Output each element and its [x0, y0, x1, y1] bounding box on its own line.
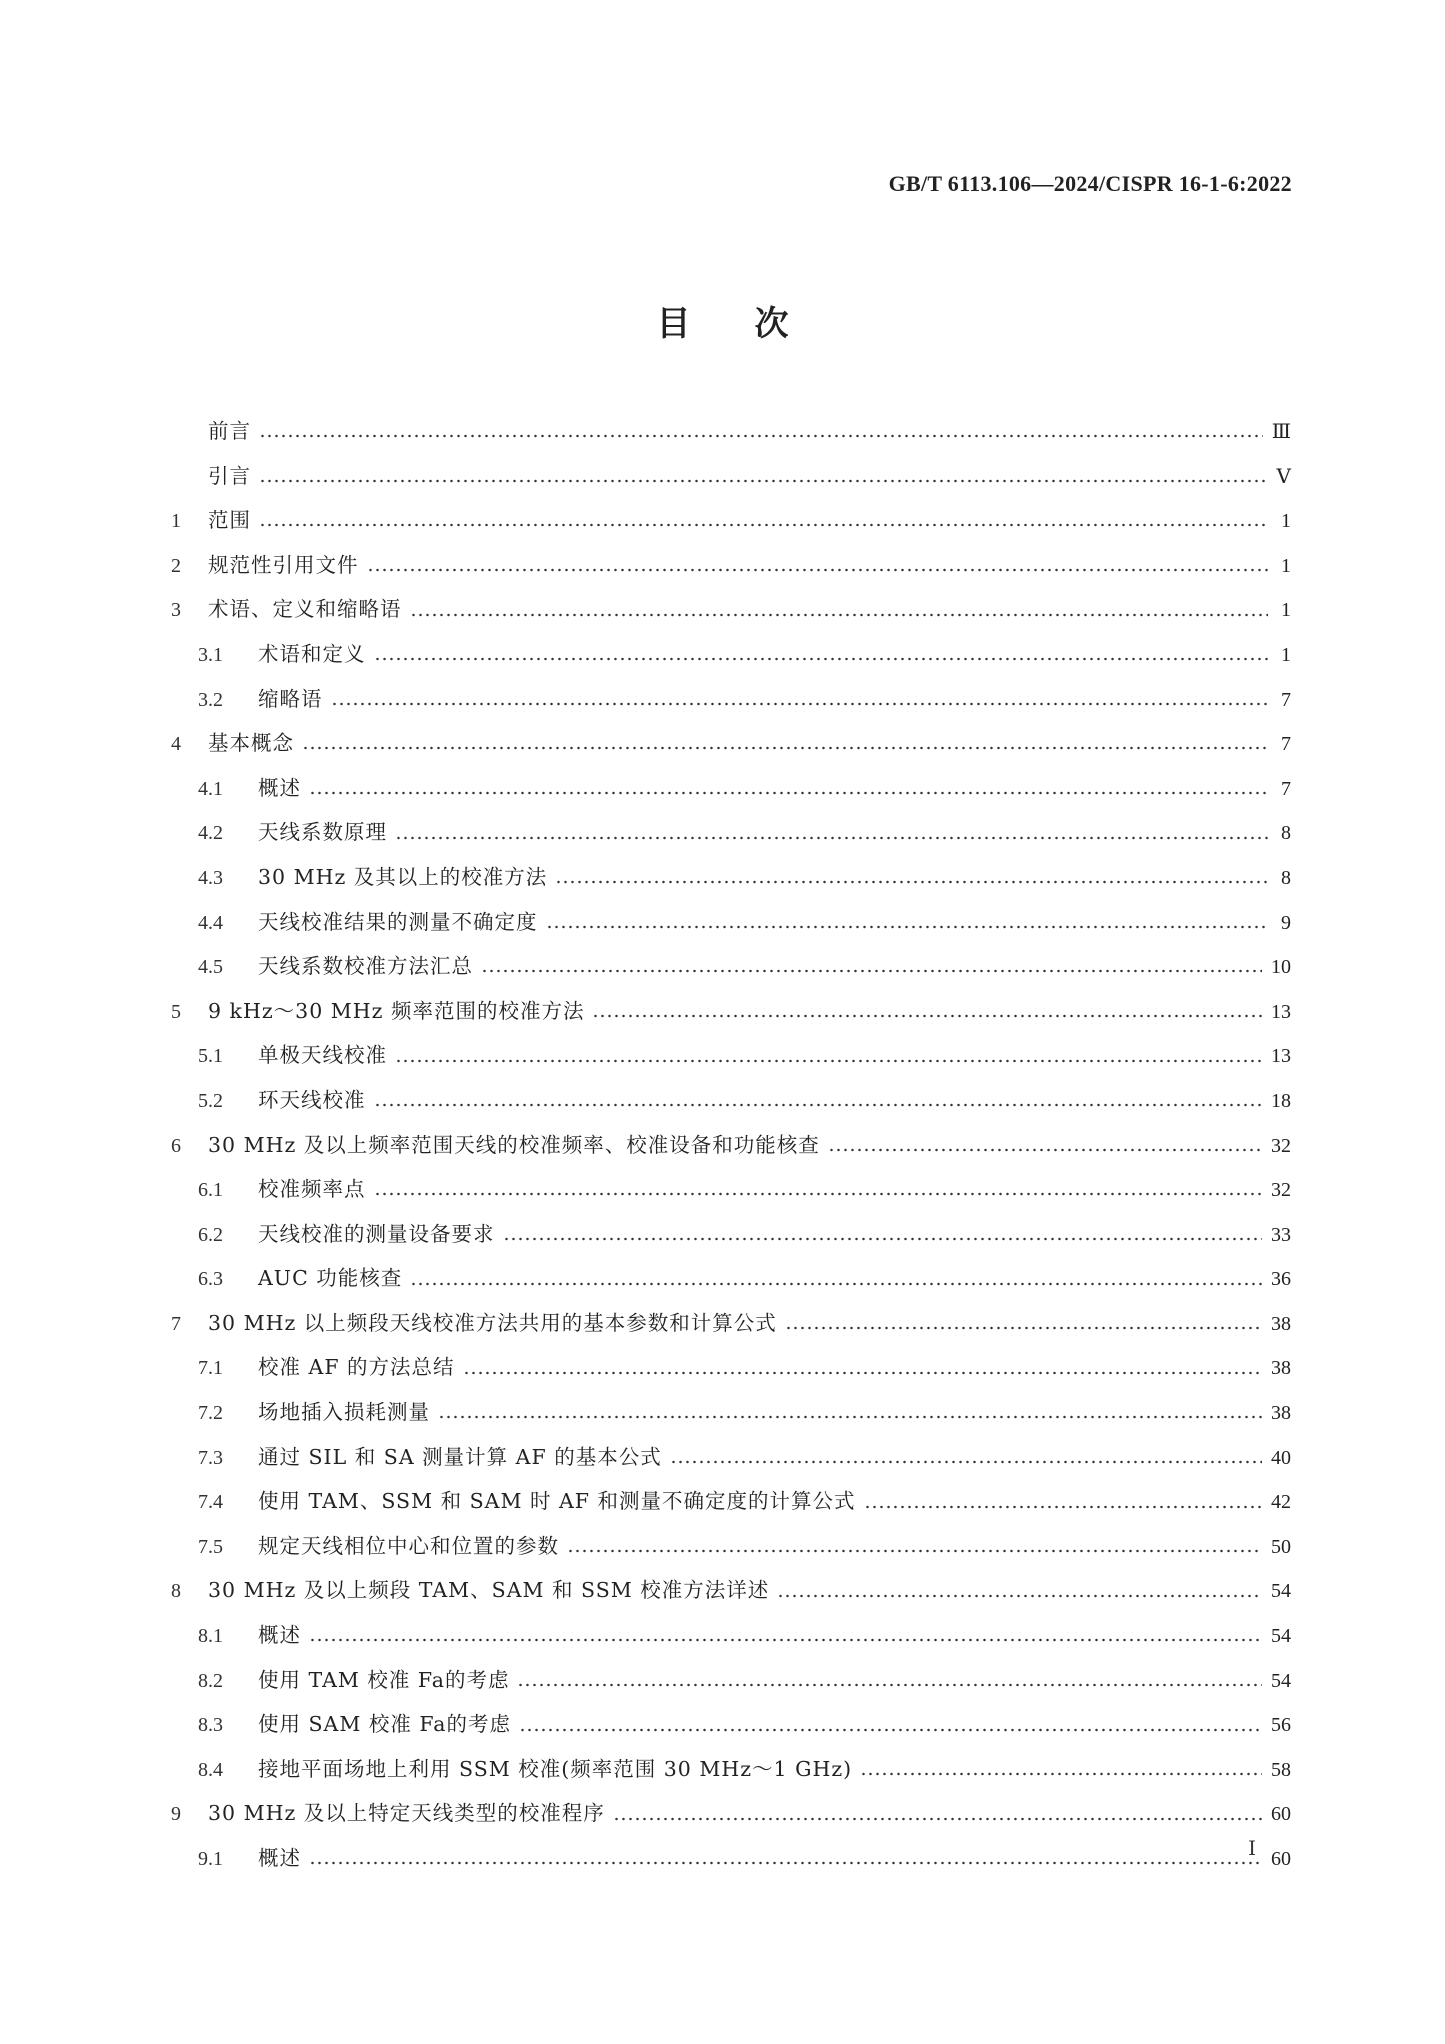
toc-entry[interactable]	[171, 454, 1291, 499]
toc-entry-page: 10	[1271, 956, 1291, 979]
toc-entry-page: Ⅲ	[1271, 421, 1291, 443]
toc-entry-page: 13	[1271, 1000, 1291, 1023]
toc-entry-number: 6	[171, 1134, 181, 1157]
toc-entry[interactable]	[171, 1212, 1291, 1257]
toc-entry-number: 6.3	[198, 1268, 223, 1291]
table-of-contents	[171, 409, 1291, 1881]
toc-entry-title: 术语、定义和缩略语	[208, 597, 402, 622]
dot-leader	[259, 479, 1268, 483]
toc-entry-number: 5	[171, 1000, 181, 1023]
toc-entry-title: 天线系数原理	[258, 820, 387, 845]
toc-entry[interactable]	[171, 810, 1291, 855]
toc-entry-number: 4.1	[198, 777, 223, 800]
toc-entry-page: 1	[1281, 554, 1291, 577]
toc-entry[interactable]	[171, 1568, 1291, 1613]
toc-entry[interactable]	[171, 1435, 1291, 1480]
toc-entry-number: 7.4	[198, 1491, 223, 1514]
toc-entry[interactable]	[171, 1301, 1291, 1346]
dot-leader	[777, 1594, 1262, 1598]
dot-leader	[395, 836, 1268, 840]
dot-leader	[374, 1192, 1263, 1196]
toc-entry-page: 32	[1271, 1179, 1291, 1202]
toc-entry-number: 9	[171, 1803, 181, 1826]
toc-entry[interactable]	[171, 1479, 1291, 1524]
dot-leader	[374, 657, 1269, 661]
toc-entry-page: 54	[1271, 1625, 1291, 1648]
dot-leader	[519, 1728, 1262, 1732]
toc-entry-number: 7.5	[198, 1535, 223, 1558]
toc-entry-title: 9 kHz～30 MHz 频率范围的校准方法	[208, 998, 585, 1023]
toc-entry[interactable]	[171, 1658, 1291, 1703]
toc-entry-title: 基本概念	[208, 731, 294, 756]
toc-entry[interactable]	[171, 855, 1291, 900]
toc-entry-title: 校准频率点	[258, 1177, 366, 1202]
toc-entry[interactable]	[171, 1702, 1291, 1747]
toc-entry-title: 单极天线校准	[258, 1043, 387, 1068]
dot-leader	[828, 1148, 1262, 1152]
toc-entry[interactable]	[171, 677, 1291, 722]
toc-entry[interactable]	[171, 900, 1291, 945]
toc-entry-title: 规定天线相位中心和位置的参数	[258, 1533, 559, 1558]
toc-entry-title: 天线校准结果的测量不确定度	[258, 909, 538, 934]
dot-leader	[259, 434, 1263, 438]
toc-entry-page: 18	[1271, 1089, 1291, 1112]
toc-entry-number: 1	[171, 510, 181, 533]
toc-entry-page: 32	[1271, 1134, 1291, 1157]
toc-entry-number: 9.1	[198, 1848, 223, 1870]
toc-entry[interactable]	[171, 989, 1291, 1034]
toc-entry-title: 30 MHz 及其以上的校准方法	[258, 864, 548, 889]
toc-entry-number: 2	[171, 554, 181, 577]
dot-leader	[860, 1772, 1262, 1776]
dot-leader	[395, 1059, 1262, 1063]
dot-leader	[259, 523, 1268, 527]
toc-entry-page: 13	[1271, 1045, 1291, 1068]
toc-entry-title: 30 MHz 及以上频率范围天线的校准频率、校准设备和功能核查	[208, 1132, 820, 1157]
toc-entry-number: 4.4	[198, 911, 223, 934]
toc-entry-number: 6.1	[198, 1179, 223, 1202]
toc-entry-page: 7	[1281, 733, 1291, 756]
toc-entry-number: 7	[171, 1312, 181, 1335]
toc-entry-page: 42	[1271, 1491, 1291, 1514]
dot-leader	[555, 880, 1268, 884]
dot-leader	[592, 1014, 1262, 1018]
dot-leader	[309, 791, 1268, 795]
toc-entry-number: 4.2	[198, 822, 223, 845]
toc-entry-title: 规范性引用文件	[208, 552, 359, 577]
toc-entry-title: 范围	[208, 508, 251, 533]
toc-entry-title: 概述	[258, 1846, 301, 1870]
dot-leader	[302, 746, 1268, 750]
toc-entry-number: 5.2	[198, 1089, 223, 1112]
toc-entry-page: 7	[1281, 688, 1291, 711]
dot-leader	[517, 1683, 1262, 1687]
dot-leader	[463, 1371, 1262, 1375]
dot-leader	[410, 613, 1269, 617]
toc-entry-title: 概述	[258, 1623, 301, 1648]
toc-entry[interactable]	[171, 766, 1291, 811]
dot-leader	[374, 1103, 1263, 1107]
toc-entry-title: AUC 功能核查	[258, 1266, 403, 1291]
toc-entry-number: 3.1	[198, 643, 223, 666]
toc-entry[interactable]	[171, 721, 1291, 766]
toc-entry-title: 校准 AF 的方法总结	[258, 1355, 455, 1380]
toc-entry-title: 天线校准的测量设备要求	[258, 1221, 495, 1246]
toc-entry-title: 30 MHz 及以上特定天线类型的校准程序	[208, 1801, 605, 1826]
toc-entry-number: 8	[171, 1580, 181, 1603]
toc-entry-page: 1	[1281, 643, 1291, 666]
dot-leader	[503, 1237, 1263, 1241]
toc-entry-page: 54	[1271, 1669, 1291, 1692]
toc-entry[interactable]	[171, 498, 1291, 543]
dot-leader	[481, 969, 1262, 973]
toc-entry[interactable]	[171, 1836, 1291, 1881]
toc-entry-page: 56	[1271, 1714, 1291, 1737]
toc-entry-page: 8	[1281, 866, 1291, 889]
dot-leader	[785, 1326, 1262, 1330]
toc-entry-page: 1	[1281, 510, 1291, 533]
toc-entry-title: 术语和定义	[258, 641, 366, 666]
toc-entry-number: 7.1	[198, 1357, 223, 1380]
dot-leader	[410, 1282, 1262, 1286]
toc-entry-title: 通过 SIL 和 SA 测量计算 AF 的基本公式	[258, 1444, 662, 1469]
dot-leader	[864, 1505, 1262, 1509]
dot-leader	[613, 1817, 1262, 1821]
toc-entry-number: 4	[171, 733, 181, 756]
dot-leader	[438, 1415, 1262, 1419]
toc-entry-title: 场地插入损耗测量	[258, 1400, 430, 1425]
toc-entry-number: 8.2	[198, 1669, 223, 1692]
toc-entry-number: 4.5	[198, 956, 223, 979]
toc-entry-number: 8.4	[198, 1758, 223, 1781]
toc-entry-number: 3.2	[198, 688, 223, 711]
toc-entry-page: Ⅴ	[1276, 465, 1291, 488]
page-title: 目次	[656, 304, 853, 344]
toc-entry[interactable]	[171, 1791, 1291, 1836]
toc-entry[interactable]	[171, 1078, 1291, 1123]
toc-entry-title: 缩略语	[258, 686, 323, 711]
toc-entry[interactable]	[171, 1256, 1291, 1301]
toc-entry-page: 8	[1281, 822, 1291, 845]
toc-entry-number: 3	[171, 599, 181, 622]
toc-entry-title: 使用 TAM、SSM 和 SAM 时 AF 和测量不确定度的计算公式	[258, 1489, 856, 1514]
toc-entry-title: 使用 SAM 校准 Fa的考虑	[258, 1712, 511, 1737]
toc-entry-page: 33	[1271, 1223, 1291, 1246]
toc-entry-page: 60	[1271, 1848, 1291, 1870]
toc-entry-page: 40	[1271, 1446, 1291, 1469]
toc-entry-title: 30 MHz 及以上频段 TAM、SAM 和 SSM 校准方法详述	[208, 1578, 770, 1603]
standard-code: GB/T 6113.106—2024/CISPR 16-1-6:2022	[888, 171, 1292, 196]
toc-entry-number: 8.1	[198, 1625, 223, 1648]
toc-entry[interactable]	[171, 543, 1291, 588]
toc-entry-number: 8.3	[198, 1714, 223, 1737]
toc-entry[interactable]	[171, 1613, 1291, 1658]
toc-entry[interactable]	[171, 1345, 1291, 1390]
toc-entry[interactable]	[171, 1390, 1291, 1435]
toc-entry-title: 引言	[208, 463, 251, 488]
dot-leader	[670, 1460, 1262, 1464]
toc-entry[interactable]	[171, 409, 1291, 454]
toc-entry[interactable]	[171, 944, 1291, 989]
dot-leader	[331, 702, 1269, 706]
toc-entry-number: 7.2	[198, 1402, 223, 1425]
toc-entry-number: 5.1	[198, 1045, 223, 1068]
dot-leader	[546, 925, 1269, 929]
toc-entry-title: 接地平面场地上利用 SSM 校准(频率范围 30 MHz～1 GHz)	[258, 1756, 853, 1781]
page-number: Ⅰ	[1248, 1838, 1256, 1860]
toc-entry-page: 38	[1271, 1312, 1291, 1335]
toc-entry-page: 54	[1271, 1580, 1291, 1603]
toc-entry-title: 天线系数校准方法汇总	[258, 954, 473, 979]
toc-entry-page: 60	[1271, 1803, 1291, 1826]
toc-entry-number: 4.3	[198, 866, 223, 889]
toc-entry-page: 38	[1271, 1402, 1291, 1425]
toc-entry-page: 7	[1281, 777, 1291, 800]
toc-entry-title: 环天线校准	[258, 1087, 366, 1112]
toc-entry[interactable]	[171, 1033, 1291, 1078]
dot-leader	[567, 1549, 1262, 1553]
toc-entry[interactable]	[171, 632, 1291, 677]
dot-leader	[309, 1861, 1262, 1865]
dot-leader	[367, 568, 1269, 572]
toc-entry-page: 50	[1271, 1535, 1291, 1558]
dot-leader	[309, 1638, 1262, 1642]
toc-entry-title: 使用 TAM 校准 Fa的考虑	[258, 1667, 510, 1692]
toc-entry-title: 30 MHz 以上频段天线校准方法共用的基本参数和计算公式	[208, 1310, 777, 1335]
toc-entry-page: 9	[1281, 911, 1291, 934]
toc-entry[interactable]	[171, 1747, 1291, 1792]
toc-entry-page: 58	[1271, 1758, 1291, 1781]
toc-entry-number: 7.3	[198, 1446, 223, 1469]
toc-entry-title: 前言	[208, 419, 251, 443]
toc-entry[interactable]	[171, 587, 1291, 632]
toc-entry-number: 6.2	[198, 1223, 223, 1246]
toc-entry-title: 概述	[258, 775, 301, 800]
toc-entry-page: 36	[1271, 1268, 1291, 1291]
toc-entry[interactable]	[171, 1123, 1291, 1168]
toc-entry-page: 38	[1271, 1357, 1291, 1380]
toc-entry-page: 1	[1281, 599, 1291, 622]
toc-entry[interactable]	[171, 1167, 1291, 1212]
toc-entry[interactable]	[171, 1524, 1291, 1569]
